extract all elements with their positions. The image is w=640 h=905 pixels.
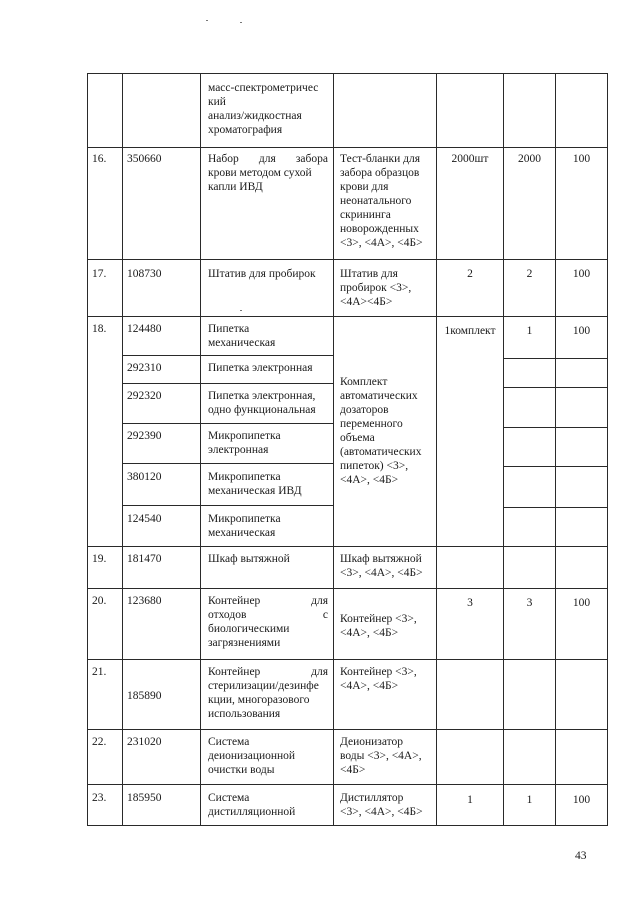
row-number: 20. xyxy=(92,595,107,607)
name-cell-line: Контейнер для xyxy=(208,666,328,678)
name-cell-line: загрязнениями xyxy=(208,637,281,649)
desc-cell-line: новорожденных xyxy=(340,223,419,235)
item-code: 185950 xyxy=(127,792,162,804)
table-border-left xyxy=(87,73,88,826)
name-cell-line: хроматография xyxy=(208,124,283,136)
desc-cell-line: неонатального xyxy=(340,195,412,207)
name-cell-line: кции, многоразового xyxy=(208,694,310,706)
col-divider xyxy=(436,73,437,826)
desc-cell-line: забора образцов xyxy=(340,167,420,179)
name-cell-line: механическая xyxy=(208,527,276,539)
desc-cell-line: Дистиллятор xyxy=(340,792,404,804)
row-number: 18. xyxy=(92,323,107,335)
percent-cell: 100 xyxy=(572,794,591,806)
desc-cell-line: воды <3>, <4А>, xyxy=(340,750,422,762)
row-number: 17. xyxy=(92,268,107,280)
desc-cell-line: автоматических xyxy=(340,390,418,402)
subrow-divider xyxy=(122,355,333,356)
desc-cell-line: <4А>, <4Б> xyxy=(340,627,399,639)
desc-cell-line: <3>, <4А>, <4Б> xyxy=(340,237,423,249)
item-code: 185890 xyxy=(127,690,162,702)
desc-cell-line: дозаторов xyxy=(340,404,389,416)
name-cell-line: анализ/жидкостная xyxy=(208,110,302,122)
unit-cell: 2000шт xyxy=(451,153,489,165)
row-number: 16. xyxy=(92,153,107,165)
unit-cell: 1 xyxy=(467,794,473,806)
desc-cell-line: объема xyxy=(340,432,375,444)
row-divider xyxy=(87,546,607,547)
scan-speck xyxy=(240,22,242,23)
row-number: 22. xyxy=(92,736,107,748)
name-cell-line: Пипетка xyxy=(208,323,250,335)
item-code: 292390 xyxy=(127,430,162,442)
desc-cell-line: Штатив для xyxy=(340,268,398,280)
name-cell-line: одно функциональная xyxy=(208,404,316,416)
name-cell-line: Система xyxy=(208,792,250,804)
item-code: 181470 xyxy=(127,553,162,565)
col-divider xyxy=(333,73,334,826)
percent-cell: 100 xyxy=(572,597,591,609)
col-divider xyxy=(555,73,556,826)
table-border-right xyxy=(607,73,608,826)
qty-cell: 3 xyxy=(526,597,533,609)
item-code: 380120 xyxy=(127,471,162,483)
name-cell-line: механическая xyxy=(208,337,276,349)
item-code: 231020 xyxy=(127,736,162,748)
desc-cell-line: <4А><4Б> xyxy=(340,296,393,308)
item-code: 124540 xyxy=(127,513,162,525)
desc-cell-line: пробирок <3>, xyxy=(340,282,412,294)
name-cell-line: крови методом сухой xyxy=(208,167,312,179)
row-divider xyxy=(87,729,607,730)
table-border-top xyxy=(87,73,607,74)
row-divider xyxy=(87,259,607,260)
col-divider xyxy=(200,73,201,826)
unit-cell: 1комплект xyxy=(444,325,496,337)
row-number: 23. xyxy=(92,792,107,804)
subrow-divider xyxy=(122,423,333,424)
item-code: 292310 xyxy=(127,362,162,374)
scan-speck xyxy=(206,20,208,21)
name-cell-line: очистки воды xyxy=(208,764,275,776)
item-code: 292320 xyxy=(127,390,162,402)
row-divider xyxy=(87,316,607,317)
name-cell-line: механическая ИВД xyxy=(208,485,302,497)
name-cell-line: электронная xyxy=(208,444,269,456)
desc-cell-line: переменного xyxy=(340,418,403,430)
row-divider xyxy=(87,588,607,589)
desc-cell-line: Шкаф вытяжной xyxy=(340,553,422,565)
name-cell-line: отходов с xyxy=(208,609,328,621)
item-code: 108730 xyxy=(127,268,162,280)
percent-cell: 100 xyxy=(572,268,591,280)
item-code: 124480 xyxy=(127,323,162,335)
desc-cell-line: (автоматических xyxy=(340,446,422,458)
col-divider xyxy=(503,73,504,826)
unit-cell: 3 xyxy=(467,597,473,609)
name-cell-line: Пипетка электронная, xyxy=(208,390,316,402)
qty-cell: 2 xyxy=(526,268,533,280)
subrow-divider xyxy=(122,383,333,384)
name-cell-line: Микропипетка xyxy=(208,513,281,525)
scan-speck xyxy=(240,310,242,311)
name-cell-line: Шкаф вытяжной xyxy=(208,553,290,565)
name-cell-line: Набор для забора xyxy=(208,153,328,165)
desc-cell-line: <3>, <4А>, <4Б> xyxy=(340,567,423,579)
percent-cell: 100 xyxy=(572,325,591,337)
row-divider xyxy=(87,784,607,785)
desc-cell-line: <3>, <4А>, <4Б> xyxy=(340,806,423,818)
name-cell-line: Штатив для пробирок xyxy=(208,268,316,280)
name-cell-line: дистилляционной xyxy=(208,806,296,818)
desc-cell-line: Деионизатор xyxy=(340,736,404,748)
name-cell-line: Система xyxy=(208,736,250,748)
desc-cell-line: Контейнер <3>, xyxy=(340,666,417,678)
row-divider xyxy=(87,147,607,148)
name-cell-line: кий xyxy=(208,96,226,108)
name-cell-line: использования xyxy=(208,708,281,720)
item-code: 350660 xyxy=(127,153,162,165)
row-number: 19. xyxy=(92,553,107,565)
desc-cell-line: крови для xyxy=(340,181,389,193)
name-cell-line: Микропипетка xyxy=(208,430,281,442)
page-number: 43 xyxy=(575,850,587,862)
desc-cell-line: <4А>, <4Б> xyxy=(340,474,399,486)
subrow-divider xyxy=(122,505,333,506)
percent-cell: 100 xyxy=(572,153,591,165)
name-cell-line: стерилизации/дезинфе xyxy=(208,680,319,692)
desc-cell-line: <4А>, <4Б> xyxy=(340,680,399,692)
desc-cell-line: Комплект xyxy=(340,376,388,388)
name-cell-line: капли ИВД xyxy=(208,181,263,193)
desc-cell-line: скрининга xyxy=(340,209,391,221)
name-cell-line: деионизационной xyxy=(208,750,296,762)
qty-cell: 1 xyxy=(526,794,533,806)
subrow-divider xyxy=(122,463,333,464)
qty-cell: 1 xyxy=(526,325,533,337)
name-cell-line: Микропипетка xyxy=(208,471,281,483)
desc-cell-line: <4Б> xyxy=(340,764,366,776)
row-divider xyxy=(87,659,607,660)
table-border-bottom xyxy=(87,825,607,826)
qty-cell: 2000 xyxy=(518,153,541,165)
name-cell-line: масс-спектрометричес xyxy=(208,82,319,94)
desc-cell-line: пипеток) <3>, xyxy=(340,460,409,472)
unit-cell: 2 xyxy=(467,268,473,280)
item-code: 123680 xyxy=(127,595,162,607)
name-cell-line: Пипетка электронная xyxy=(208,362,313,374)
name-cell-line: Контейнер для xyxy=(208,595,328,607)
col-divider xyxy=(122,73,123,826)
row-number: 21. xyxy=(92,666,107,678)
desc-cell-line: Тест-бланки для xyxy=(340,153,420,165)
desc-cell-line: Контейнер <3>, xyxy=(340,613,417,625)
name-cell-line: биологическими xyxy=(208,623,290,635)
